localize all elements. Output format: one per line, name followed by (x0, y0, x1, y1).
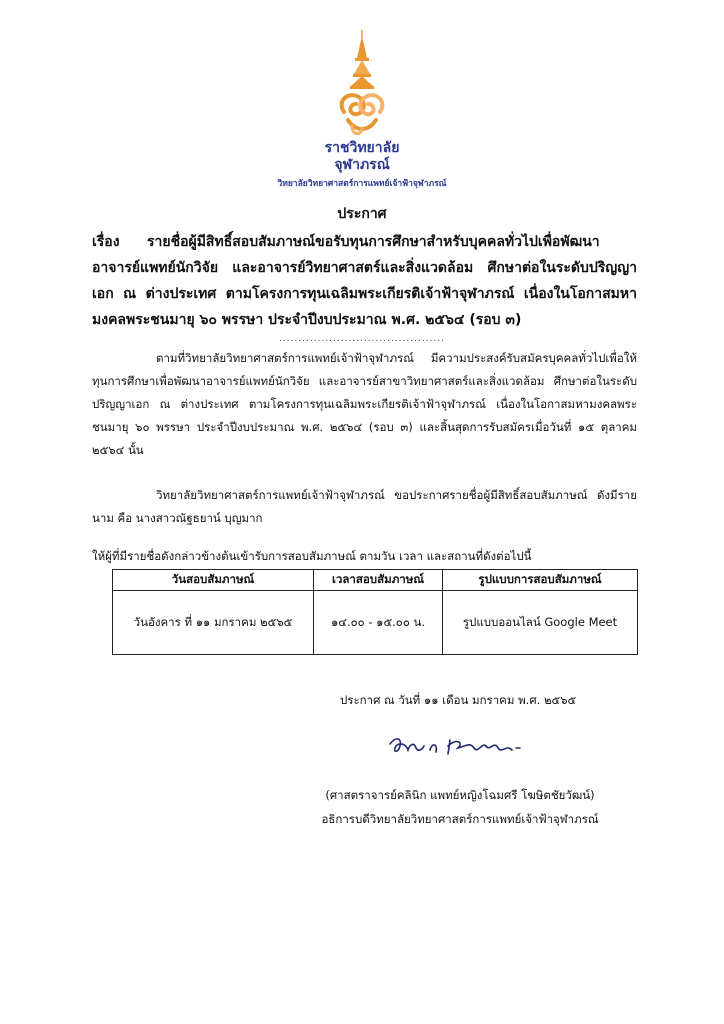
handwritten-signature-icon (386, 732, 536, 762)
header-logo-block (0, 30, 724, 190)
signer-title: อธิการบดีวิทยาลัยวิทยาศาสตร์การแพทย์เจ้าฟ้าจุฬาภรณ์ (321, 812, 599, 826)
signer-name: (ศาสตราจารย์คลินิก แพทย์หญิงโฉมศรี โฆษิตชัยวัฒน์) (325, 788, 595, 802)
column-header-date: วันสอบสัมภาษณ์ (113, 570, 314, 591)
column-header-format: รูปแบบการสอบสัมภาษณ์ (443, 570, 638, 591)
table-header-row (113, 570, 638, 591)
royal-crest-emblem-icon (322, 30, 402, 140)
org-subtitle: วิทยาลัยวิทยาศาสตร์การแพทย์เจ้าฟ้าจุฬาภรณ์ (277, 179, 447, 189)
column-header-time: เวลาสอบสัมภาษณ์ (314, 570, 443, 591)
body-paragraph-2: วิทยาลัยวิทยาศาสตร์การแพทย์เจ้าฟ้าจุฬาภรณ์ ขอประกาศรายชื่อผู้มีสิทธิ์สอบสัมภาษณ์ ดังมีรายนาม คือ นางสาวณัฐธยาน์ บุญมาก (92, 488, 637, 525)
schedule-intro: ให้ผู้ที่มีรายชื่อดังกล่าวข้างต้นเข้ารับการสอบสัมภาษณ์ ตามวัน เวลา และสถานที่ดังต่อไปนี้ (92, 549, 532, 563)
body-paragraph-1: ตามที่วิทยาลัยวิทยาศาสตร์การแพทย์เจ้าฟ้าจุฬาภรณ์ มีความประสงค์รับสมัครบุคคลทั่วไปเพื่อให้ทุนการศึกษาเพื่อพัฒนาอาจารย์แพทย์นักวิจัย และอาจารย์สาขาวิทยาศาสตร์และสิ่งแวดล้อม ศึกษาต่อในระดับปริญญาเอก ณ ต่างประเทศ ตามโครงการทุนเฉลิมพระเกียรติเจ้าฟ้าจุฬาภรณ์ เนื่องในโอกาสมหามงคลพระชนมายุ ๖๐ พรรษา ประจำปีงบประมาณ พ.ศ. ๒๕๖๔ (รอบ ๓) และสิ้นสุดการรับสมัครเมื่อวันที่ ๑๕ ตุลาคม ๒๕๖๔ นั้น (92, 351, 637, 457)
cell-time: ๑๔.๐๐ - ๑๕.๐๐ น. (314, 591, 443, 655)
org-name-line2: จุฬาภรณ์ (334, 157, 390, 173)
subject-label: เรื่อง (92, 234, 120, 250)
org-name-line1: ราชวิทยาลัย (324, 140, 400, 156)
table-row (113, 591, 638, 655)
announcement-subject (92, 229, 637, 333)
schedule-table (112, 569, 638, 655)
cell-date: วันอังคาร ที่ ๑๑ มกราคม ๒๕๖๕ (113, 591, 314, 655)
signer-block (300, 783, 620, 831)
separator-line: ........................................... (278, 334, 446, 344)
announcement-date: ประกาศ ณ วันที่ ๑๑ เดือน มกราคม พ.ศ. ๒๕๖๕ (340, 693, 577, 707)
cell-format: รูปแบบออนไลน์ Google Meet (443, 591, 638, 655)
subject-text: รายชื่อผู้มีสิทธิ์สอบสัมภาษณ์ขอรับทุนการศึกษาสำหรับบุคคลทั่วไปเพื่อพัฒนาอาจารย์แพทย์นักวิจัย และอาจารย์วิทยาศาสตร์และสิ่งแวดล้อม ศึกษาต่อในระดับปริญญาเอก ณ ต่างประเทศ ตามโครงการทุนเฉลิมพระเกียรติเจ้าฟ้าจุฬาภรณ์ เนื่องในโอกาสมหามงคลพระชนมายุ ๖๐ พรรษา ประจำปีงบประมาณ พ.ศ. ๒๕๖๔ (รอบ ๓) (92, 234, 637, 328)
announcement-title: ประกาศ (337, 206, 387, 222)
